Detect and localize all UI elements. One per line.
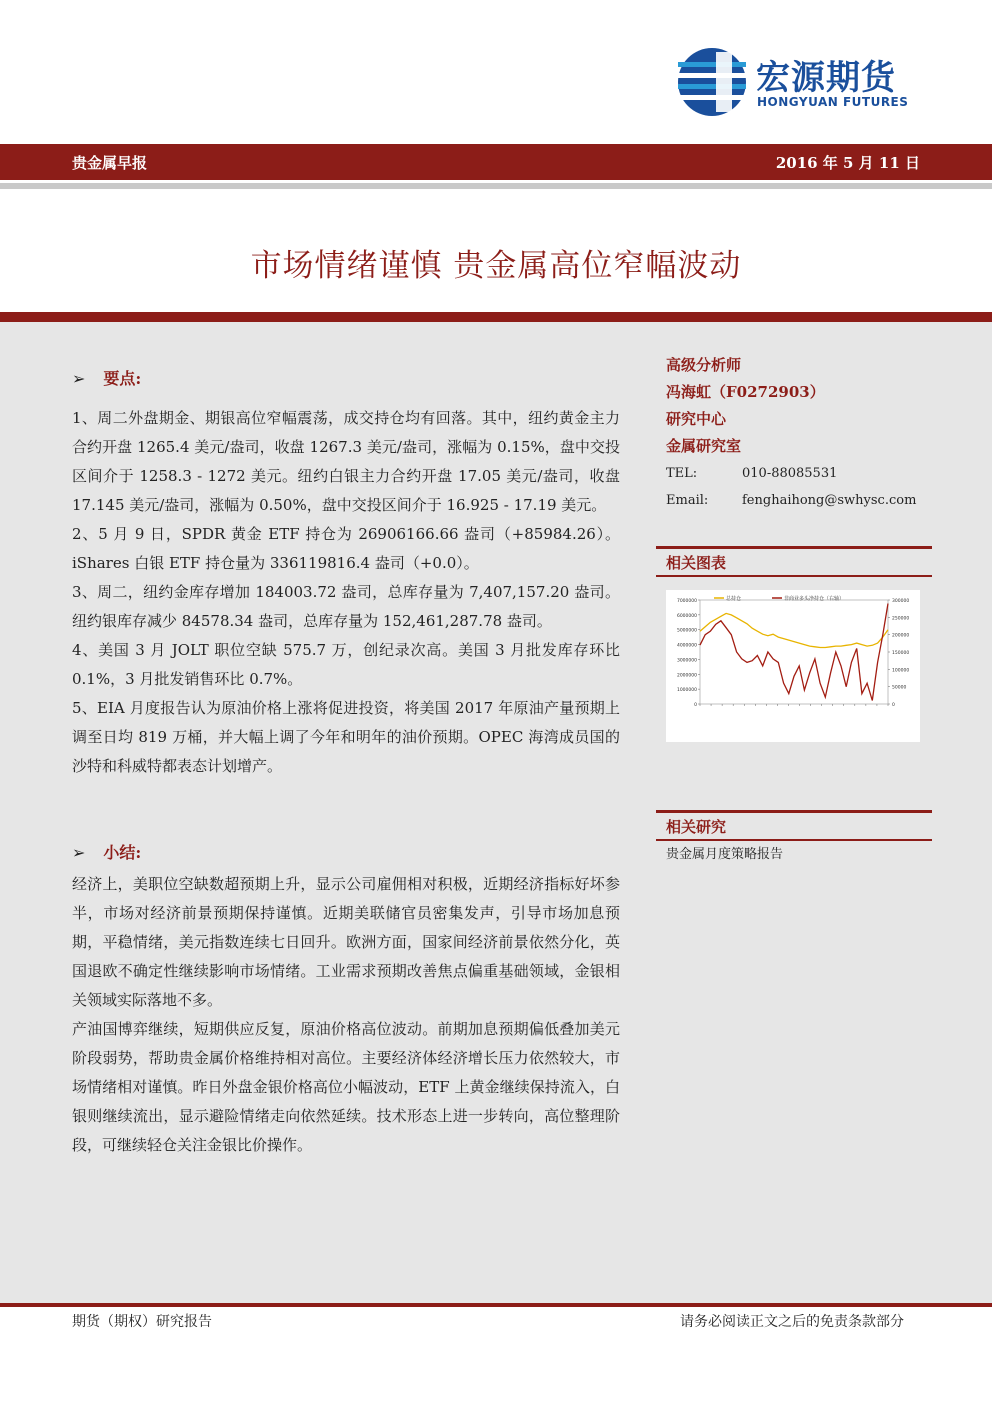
legend-label: 非商业多头净持仓（右轴） — [784, 596, 845, 602]
logo-text-cn: 宏源期货 — [756, 58, 896, 98]
list-item: 1、周二外盘期金、期银高位窄幅震荡，成交持仓均有回落。其中，纽约黄金主力合约开盘 1265.4 美元/盎司，收盘 1267.3 美元/盎司，涨幅为 0.15%，盘中交投区间介于 1258.3 - 1272 美元。纽约白银主力合约开盘 17.05 美元/盎司，收盘 17.145 美元/盎司，涨幅为 0.50%，盘中交投区间介于 16.925 - 17.19 美元。 — [72, 409, 620, 514]
y-left-tick-label: 6000000 — [676, 613, 697, 619]
tel-label: TEL: — [666, 466, 698, 481]
y-left-tick-label: 2000000 — [676, 673, 697, 679]
arrow-icon: ➢ — [72, 369, 86, 388]
email-label: Email: — [666, 493, 709, 508]
paragraph: 经济上，美职位空缺数超预期上升，显示公司雇佣相对积极，近期经济指标好坏参半，市场对经济前景预期保持谨慎。近期美联储官员密集发声，引导市场加息预期，平稳情绪，美元指数连续七日回升。欧洲方面，国家间经济前景依然分化，英国退欧不确定性继续影响市场情绪。工业需求预期改善焦点偏重基础领域，金银相关领域实际落地不多。 — [72, 875, 620, 1009]
arrow-icon: ➢ — [72, 843, 86, 862]
footer-right-text: 请务必阅读正文之后的免责条款部分 — [680, 1314, 904, 1330]
header-divider — [0, 183, 992, 189]
y-left-tick-label: 0 — [694, 703, 697, 708]
summary-label: 小结: — [103, 843, 142, 862]
page-title: 市场情绪谨慎 贵金属高位窄幅波动 — [250, 248, 742, 284]
summary-heading — [72, 840, 141, 863]
y-right-tick-label: 200000 — [892, 633, 910, 639]
paragraph: 产油国博弈继续，短期供应反复，原油价格高位波动。前期加息预期偏低叠加美元阶段弱势，帮助贵金属价格维持相对高位。主要经济体经济增长压力依然较大，市场情绪相对谨慎。昨日外盘金银价格高位小幅波动，ETF 上黄金继续保持流入，白银则继续流出，显示避险情绪走向依然延续。技术形态上进一步转向，高位整理阶段，可继续轻仓关注金银比价操作。 — [72, 1020, 620, 1154]
analyst-info — [666, 352, 932, 514]
key-points-label: 要点: — [103, 369, 142, 388]
list-item: 3、周二，纽约金库存增加 184003.72 盎司，总库存量为 7,407,157.20 盎司。纽约银库存减少 84578.34 盎司，总库存量为 152,461,287.78 盎司。 — [72, 583, 620, 630]
department: 研究中心 — [666, 410, 727, 428]
list-item: 4、美国 3 月 JOLT 职位空缺 575.7 万，创纪录次高。美国 3 月批发库存环比 0.1%，3 月批发销售环比 0.7%。 — [72, 641, 620, 688]
y-right-tick-label: 300000 — [892, 599, 910, 604]
y-left-tick-label: 3000000 — [676, 658, 697, 664]
company-logo — [676, 46, 926, 118]
y-right-tick-label: 50000 — [892, 685, 907, 691]
key-points-list — [72, 404, 620, 781]
sub-department: 金属研究室 — [666, 437, 742, 455]
title-divider — [0, 312, 992, 322]
email-value: fenghaihong@swhysc.com — [742, 493, 917, 508]
analyst-title: 高级分析师 — [666, 356, 742, 374]
chart-canvas — [666, 590, 920, 742]
list-item: 2、5 月 9 日，SPDR 黄金 ETF 持仓为 26906166.66 盎司（+85984.26）。iShares 白银 ETF 持仓量为 336119816.4 盎司（+0.0）。 — [72, 525, 620, 572]
summary-text — [72, 870, 620, 1160]
list-item: 5、EIA 月度报告认为原油价格上涨将促进投资，将美国 2017 年原油产量预期上调至日均 819 万桶，并大幅上调了今年和明年的油价预期。OPEC 海湾成员国的沙特和科威特都表态计划增产。 — [72, 699, 620, 775]
related-charts-header — [656, 546, 932, 577]
related-charts-label: 相关图表 — [666, 554, 727, 572]
related-research-label: 相关研究 — [666, 818, 727, 836]
related-research-header — [656, 810, 932, 841]
y-left-tick-label: 7000000 — [676, 599, 697, 604]
tel-row — [666, 460, 932, 487]
y-right-tick-label: 100000 — [892, 668, 910, 674]
footer-left-text: 期货（期权）研究报告 — [72, 1314, 212, 1330]
positions-chart — [666, 590, 920, 742]
report-date: 2016 年 5 月 11 日 — [775, 154, 920, 172]
key-points-heading — [72, 366, 141, 389]
logo-mark-icon — [676, 46, 748, 118]
y-left-tick-label: 1000000 — [676, 688, 697, 694]
series-line-1 — [700, 604, 888, 701]
footer-divider — [0, 1303, 992, 1307]
related-research-item[interactable]: 贵金属月度策略报告 — [666, 847, 784, 862]
report-type: 贵金属早报 — [72, 154, 148, 172]
y-right-tick-label: 250000 — [892, 616, 910, 622]
y-right-tick-label: 150000 — [892, 651, 910, 656]
y-left-tick-label: 5000000 — [676, 628, 697, 634]
analyst-name: 冯海虹（F0272903） — [666, 383, 825, 401]
email-row — [666, 487, 932, 514]
plot-area — [700, 600, 888, 704]
tel-value: 010-88085531 — [742, 466, 838, 481]
y-right-tick-label: 0 — [892, 703, 895, 708]
legend-label: 总持仓 — [726, 596, 742, 602]
y-left-tick-label: 4000000 — [676, 643, 697, 649]
logo-text-en: HONGYUAN FUTURES — [757, 95, 909, 109]
